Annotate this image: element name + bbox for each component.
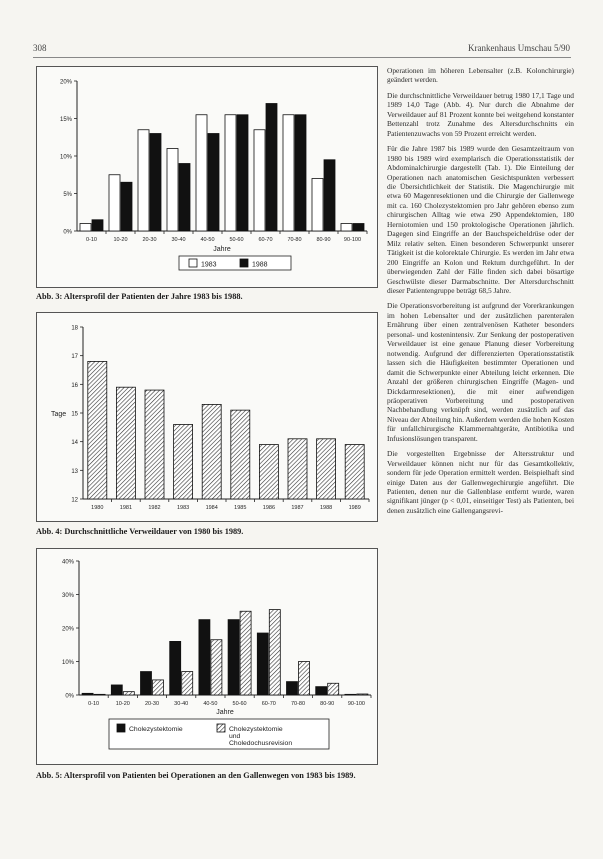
y-tick-label: 12 bbox=[71, 497, 78, 504]
paragraph: Die vorgestellten Ergebnisse der Altersstruktur und Verweildauer können nicht nur für das Gesamtkollektiv, sondern für jede Operation ermittelt werden. Beispielhaft sind einige Daten aus der Gallenwegechirurgie angeführt. Die Patienten, denen nur die Gallenblase entfernt wurde, waren signifikant jünger (p < 0,01, einseitiger Test) als Patienten, bei denen zusätzlich eine Gallengangsrevi- bbox=[387, 449, 574, 515]
bar bbox=[225, 115, 236, 231]
legend-label: 1983 bbox=[201, 261, 217, 269]
paragraph: Die durchschnittliche Verweildauer betrug 1980 17,1 Tage und 1989 14,0 Tage (Abb. 4). Nur durch die Abnahme der Verweildauer auf 81 Prozent konnte bei weitgehend konstanter Bettenzahl trotz Zunahme des Altersdurchschnitts ein Patientenzuwachs von 59 Prozent erreicht werden. bbox=[387, 90, 574, 138]
paragraph: Operationen im höheren Lebensalter (z.B. Kolonchirurgie) geändert werden. bbox=[387, 66, 574, 85]
bar bbox=[145, 390, 164, 499]
x-tick-label: 80-90 bbox=[316, 237, 331, 243]
y-tick-label: 0% bbox=[65, 693, 74, 700]
x-tick-label: 1980 bbox=[91, 505, 104, 511]
bar bbox=[208, 134, 219, 232]
figure-5-chart bbox=[37, 549, 377, 764]
bar bbox=[269, 610, 280, 695]
y-axis-label: Tage bbox=[51, 411, 67, 418]
x-tick-label: 1988 bbox=[319, 505, 333, 511]
bar bbox=[287, 682, 298, 695]
bar bbox=[316, 687, 327, 695]
bar bbox=[240, 611, 251, 695]
bar bbox=[153, 680, 164, 695]
y-tick-label: 20% bbox=[59, 79, 72, 86]
bar bbox=[109, 175, 120, 231]
x-tick-label: 80-90 bbox=[320, 701, 335, 707]
x-tick-label: 1989 bbox=[348, 505, 361, 511]
x-tick-label: 10-20 bbox=[115, 701, 130, 707]
bar bbox=[121, 182, 132, 231]
bar bbox=[196, 115, 207, 231]
x-tick-label: 1982 bbox=[148, 505, 161, 511]
bar bbox=[170, 641, 181, 695]
legend-label: 1988 bbox=[252, 261, 268, 269]
bar bbox=[341, 224, 352, 232]
figure-3-caption: Abb. 3: Altersprofil der Patienten der Jahre 1983 bis 1988. bbox=[36, 292, 243, 301]
y-tick-label: 14 bbox=[71, 440, 78, 447]
bar bbox=[111, 685, 122, 695]
bar bbox=[179, 164, 190, 232]
figure-5-caption: Abb. 5: Altersprofil von Patienten bei Operationen an den Gallenwegen von 1983 bis 1989. bbox=[36, 771, 356, 780]
bar bbox=[80, 224, 91, 232]
x-tick-label: 0-10 bbox=[88, 701, 100, 707]
bar bbox=[317, 439, 336, 499]
x-tick-label: 50-60 bbox=[232, 701, 247, 707]
y-tick-label: 10% bbox=[59, 154, 72, 161]
figure-3-frame bbox=[36, 66, 378, 288]
legend-label: Cholezystektomie und Choledochusrevision bbox=[229, 726, 293, 747]
x-tick-label: 30-40 bbox=[174, 701, 189, 707]
x-tick-label: 60-70 bbox=[261, 701, 276, 707]
bar bbox=[345, 694, 356, 695]
bar bbox=[150, 134, 161, 232]
bar bbox=[231, 410, 250, 499]
bar bbox=[266, 104, 277, 232]
bar bbox=[88, 361, 107, 499]
bar bbox=[202, 404, 221, 499]
bar bbox=[182, 672, 193, 695]
legend-swatch-1988 bbox=[240, 259, 248, 267]
x-tick-label: 40-50 bbox=[200, 237, 215, 243]
page-number: 308 bbox=[33, 43, 47, 53]
bar bbox=[211, 640, 222, 695]
bar bbox=[345, 445, 364, 499]
bar bbox=[167, 149, 178, 232]
x-tick-label: 0-10 bbox=[85, 237, 98, 243]
x-tick-label: 70-80 bbox=[290, 701, 306, 707]
y-tick-label: 16 bbox=[71, 382, 78, 389]
body-text-column bbox=[387, 66, 574, 521]
y-tick-label: 0% bbox=[63, 229, 72, 236]
y-tick-label: 5% bbox=[63, 192, 72, 198]
x-tick-label: 30-40 bbox=[171, 237, 186, 243]
legend-box bbox=[109, 719, 329, 749]
bar bbox=[324, 160, 335, 231]
x-tick-label: 1987 bbox=[291, 505, 304, 511]
figure-5-frame bbox=[36, 548, 378, 765]
figure-4-frame bbox=[36, 312, 378, 522]
y-tick-label: 15% bbox=[59, 117, 72, 123]
bar bbox=[141, 672, 152, 695]
x-axis-label: Jahre bbox=[216, 709, 234, 716]
bar bbox=[174, 424, 193, 499]
header-rule bbox=[33, 57, 571, 58]
y-tick-label: 30% bbox=[61, 593, 74, 599]
bar bbox=[123, 692, 134, 695]
bar bbox=[257, 633, 268, 695]
x-tick-label: 20-30 bbox=[142, 237, 157, 243]
bar bbox=[357, 694, 368, 695]
x-tick-label: 1985 bbox=[234, 505, 247, 511]
figure-3-chart bbox=[37, 67, 377, 287]
bar bbox=[116, 387, 135, 499]
bar bbox=[295, 115, 306, 231]
y-tick-label: 13 bbox=[71, 468, 78, 475]
legend-label: Cholezystektomie bbox=[129, 726, 183, 733]
bar bbox=[92, 220, 103, 231]
bar bbox=[283, 115, 294, 231]
x-tick-label: 50-60 bbox=[229, 237, 244, 243]
y-tick-label: 17 bbox=[71, 354, 78, 361]
bar bbox=[312, 179, 323, 232]
x-tick-label: 1984 bbox=[205, 505, 218, 511]
x-tick-label: 90-100 bbox=[343, 237, 362, 243]
y-tick-label: 20% bbox=[61, 626, 74, 633]
x-tick-label: 1986 bbox=[262, 505, 276, 511]
x-tick-label: 70-80 bbox=[287, 237, 302, 243]
journal-name: Krankenhaus Umschau 5/90 bbox=[468, 43, 570, 53]
bar bbox=[259, 445, 278, 499]
x-tick-label: 40-50 bbox=[203, 701, 218, 707]
x-tick-label: 60-70 bbox=[258, 237, 273, 243]
x-tick-label: 10-20 bbox=[113, 237, 128, 243]
x-tick-label: 1983 bbox=[176, 505, 190, 511]
paragraph: Die Operationsvorbereitung ist aufgrund der Vorerkrankungen im hohen Lebensalter und der zusätzlichen parenteralen Ernährung über einen zentralvenösen Katheter besonders personal- und kostenintensiv. Zur Senkung der postoperativen Verweildauer ist eine genaue Planung dieser Vorbereitung notwendig. Aufgrund der differenzierten Operationsstatistik lassen sich die Häufigkeiten bestimmter Operationen und damit die Schwerpunkte einer Abteilung leicht erkennen. Die Anzahl der größeren chirurgischen Eingriffe (Magen- und Dickdarmresektionen), die mit einer aufwendigen präoperativen Vorbereitung und postoperativen Nachbehandlung verknüpft sind, werden zusätzlich auf das Niveau der Abteilung hin. Außerdem werden die hohen Kosten für unfallchirurgische Klammernahtgeräte, Antibiotika und Infusionslösungen transparent. bbox=[387, 301, 574, 443]
figure-4-chart bbox=[37, 313, 377, 521]
bar bbox=[138, 130, 149, 231]
bar bbox=[254, 130, 265, 231]
y-tick-label: 40% bbox=[61, 559, 74, 566]
legend-swatch-1983 bbox=[189, 259, 197, 267]
paragraph: Für die Jahre 1987 bis 1989 wurde den Gesamtzeitraum von 1980 bis 1989 wird exemplarisch die Operationsstatistik der Abdominalchirurgie dargestellt (Tab. 1). Die Einteilung der Operationen nach anatomischen Gesichtspunkten verbessert die Übersichtlichkeit der Statistik. Die Magenchirurgie mit etwa 60 Magenresektionen und die Chirurgie der Gallenwege mit ca. 160 Cholezystektomien pro Jahr gehören ebenso zum chirurgischen Alltag wie etwa 290 Appendektomien, 180 Herniotomien und 150 proktologische Operationen jährlich. Dagegen sind Eingriffe an der Bauchspeicheldrüse oder der Milz relativ selten. Einen besonderen Schwerpunkt unserer Tätigkeit ist die kolorektale Chirurgie. Es werden im Jahr etwa 200 Eingriffe an Kolon und Rektum durchgeführt. In der überwiegenden Zahl der Fälle finden sich dabei bösartige Geschwülste dieser Darmabschnitte. Der Altersdurchschnitt dieser Patientengruppe beträgt 68,5 Jahre. bbox=[387, 144, 574, 295]
bar bbox=[288, 439, 307, 499]
bar bbox=[299, 662, 310, 696]
bar bbox=[237, 115, 248, 231]
legend-swatch-cholezystektomie bbox=[117, 724, 125, 732]
y-tick-label: 18 bbox=[71, 325, 78, 332]
legend-swatch-choledochusrevision bbox=[217, 724, 225, 732]
bar bbox=[82, 693, 93, 695]
figure-4-caption: Abb. 4: Durchschnittliche Verweildauer von 1980 bis 1989. bbox=[36, 527, 244, 536]
x-tick-label: 20-30 bbox=[144, 701, 160, 707]
bar bbox=[353, 224, 364, 232]
bar bbox=[199, 620, 210, 695]
bar bbox=[328, 683, 339, 695]
y-tick-label: 10% bbox=[61, 660, 74, 666]
bar bbox=[228, 620, 239, 695]
y-tick-label: 15 bbox=[71, 411, 78, 418]
x-tick-label: 90-100 bbox=[347, 701, 365, 707]
x-axis-label: Jahre bbox=[213, 246, 231, 253]
bar bbox=[94, 694, 105, 695]
x-tick-label: 1981 bbox=[119, 505, 133, 511]
